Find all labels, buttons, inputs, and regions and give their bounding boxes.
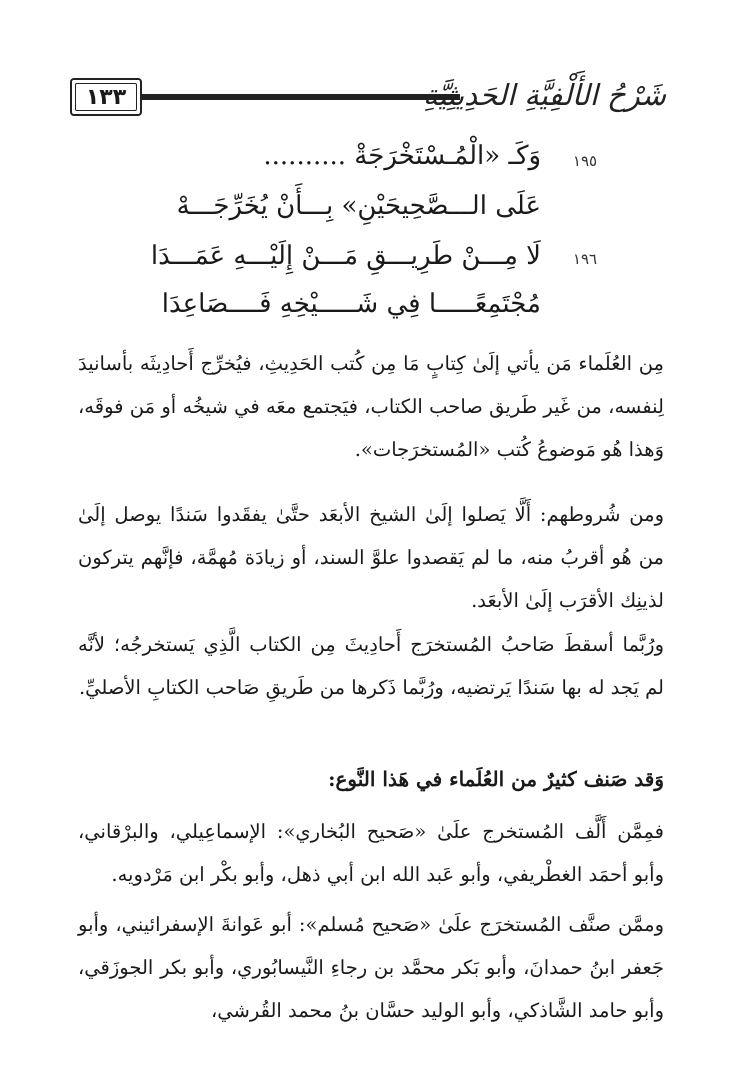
- verse-number: ١٩٥: [572, 152, 598, 170]
- page-number-frame: [70, 78, 142, 116]
- verse-second-half: مُجْتَمِعًـــــا فِي شَـــــيْخِهِ فَــــصَاعِدَا: [161, 289, 541, 319]
- section-heading: وَقد صَنف كثيرٌ من العُلَماء في هَذا النَّوع:: [328, 767, 664, 791]
- paragraph: ورُبَّما أسقطَ صَاحبُ المُستخرَج أَحادِيثَ مِن الكتاب الَّذِي يَستخرجُه؛ لأنَّه لم يَجد له بها سَندًا يَرتضيه، ورُبَّما ذَكرها من طَريقِ صَاحب الكتابِ الأصليِّ.: [78, 633, 664, 699]
- book-title: شَرْحُ الأَلْفِيَّةِ الحَدِيثِيَّةِ: [423, 78, 666, 112]
- verse-second-half: عَلَى الـــصَّحِيحَيْنِ» بِـــأَنْ يُخَرِّجَـــهْ: [176, 191, 541, 221]
- paragraph: وممَّن صنَّف المُستخرَج علَىٰ «صَحيح مُسلم»: أبو عَوانةَ الإسفرائيني، وأبو جَعفر ابنُ حمدانَ، وأبو بَكر محمَّد بن رجاءِ النَّيسابُوري، وأبو بكر الجوزَقي، وأبو حامد الشَّاذكي، وأبو الوليد حسَّان بنُ محمد القُرشي،: [78, 913, 664, 1022]
- page-header: [70, 68, 666, 124]
- paragraph: ومن شُروطهم: أَلَّا يَصلوا إلَىٰ الشيخ الأبعَد حتَّىٰ يفقَدوا سَندًا يوصل إلَىٰ من هُو أقربُ منه، ما لم يَقصدوا علوَّ السند، أو زيادَة مُهمَّة، فإنَّهم يتركون لذينِك الأقرَب إلَىٰ الأبعَد.: [78, 503, 664, 612]
- paragraph: فمِمَّن أَلَّف المُستخرج علَىٰ «صَحيح البُخاري»: الإسماعِيلي، والبرْقاني، وأبو أحمَد الغطْريفي، وأبو عَبد الله ابن أبي ذهل، وأبو بكْر ابن مَرْدويه.: [78, 820, 664, 886]
- verse-first-half: وَكَـ «الْمُـسْتَخْرَجَةْ ..........: [263, 141, 541, 171]
- page-number: ١٣٣: [85, 84, 127, 110]
- verse-number: ١٩٦: [572, 250, 598, 268]
- verse-first-half: لَا مِـــنْ طَرِيـــقِ مَـــنْ إِلَيْـــهِ عَمَـــدَا: [150, 241, 541, 271]
- header-rule: [142, 94, 460, 100]
- paragraph: مِن العُلَماء مَن يأتي إلَىٰ كِتابٍ مَا مِن كُتب الحَدِيثِ، فيُخرِّج أَحادِيثَه بأسانيدَ لِنفسه، من غَير طَريق صاحب الكتاب، فيَجتمع معَه في شيخُه أو مَن فوقَه، وَهذا هُو مَوضوعُ كُتب «المُستخرَجات».: [78, 352, 664, 461]
